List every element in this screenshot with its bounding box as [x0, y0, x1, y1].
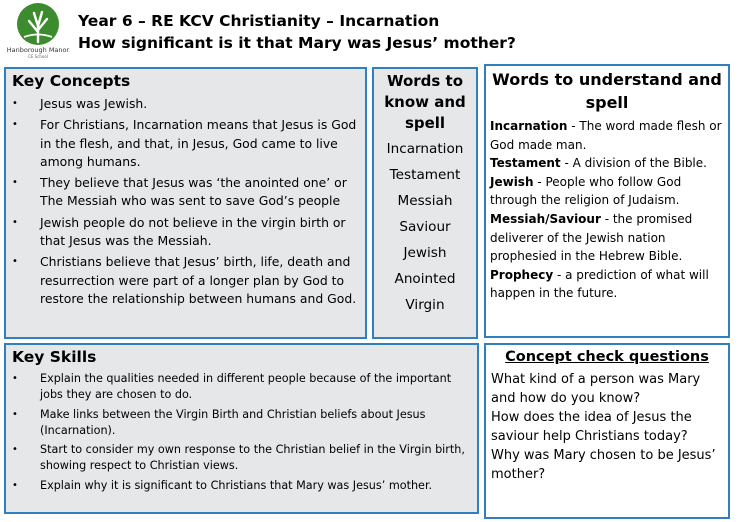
word-item: Jewish	[403, 245, 447, 261]
tree-logo-icon	[14, 2, 62, 46]
list-item: • They believe that Jesus was ‘the anointed one’ or The Messiah who was sent to save God’s people	[12, 174, 359, 211]
definition-item	[490, 210, 724, 266]
list-item: • Explain why it is significant to Christians that Mary was Jesus’ mother.	[12, 478, 471, 494]
definition-term: Messiah/Saviour	[490, 211, 601, 226]
questions-list	[491, 371, 723, 484]
list-item: • Jesus was Jewish.	[12, 95, 359, 113]
key-concepts-list	[12, 95, 359, 308]
question-item: Why was Mary chosen to be Jesus’ mother?	[491, 448, 716, 482]
words-to-know-heading: Words to know and spell	[384, 72, 466, 132]
concept-check-panel	[484, 343, 730, 519]
word-item: Messiah	[397, 193, 453, 209]
definition-item	[490, 154, 724, 173]
definition-term: Prophecy	[490, 267, 554, 282]
definition-text: - A division of the Bible.	[560, 156, 707, 171]
question-item: What kind of a person was Mary and how do you know?	[491, 372, 701, 406]
key-concepts-heading: Key Concepts	[12, 72, 131, 90]
definition-term: Incarnation	[490, 119, 568, 133]
school-name: Hanborough Manor	[6, 46, 70, 54]
definitions-list	[490, 117, 724, 303]
key-skills-heading: Key Skills	[12, 348, 97, 366]
word-item: Saviour	[399, 219, 451, 235]
title-line-1: Year 6 – RE KCV Christianity – Incarnation	[78, 12, 440, 30]
words-to-understand-panel	[484, 64, 730, 338]
list-item: • Make links between the Virgin Birth and Christian beliefs about Jesus (Incarnation).	[12, 407, 471, 440]
definition-text: - The word made flesh or God made man.	[490, 119, 722, 152]
definition-text: - People who follow God through the religion of Judaism.	[490, 174, 682, 208]
school-sub: CE School	[28, 54, 48, 59]
list-item: • Start to consider my own response to the Christian belief in the Virgin birth, showing respect to Christian views.	[12, 442, 471, 475]
word-item: Virgin	[405, 297, 445, 313]
definition-item	[490, 266, 724, 303]
key-concepts-panel	[4, 67, 367, 339]
word-item: Anointed	[394, 271, 456, 287]
definition-text: - a prediction of what will happen in the future.	[490, 267, 709, 301]
list-item: • Explain the qualities needed in different people because of the important jobs they are chosen to do.	[12, 371, 471, 404]
definition-text: - the promised deliverer of the Jewish nation prophesied in the Hebrew Bible.	[490, 211, 693, 264]
title-line-2: How significant is it that Mary was Jesus’ mother?	[78, 34, 516, 52]
definition-term: Jewish	[490, 174, 534, 189]
list-item: • Christians believe that Jesus’ birth, life, death and resurrection were part of a longer plan by God to restore the relationship between humans and God.	[12, 253, 359, 308]
list-item: • For Christians, Incarnation means that Jesus is God in the flesh, and that, in Jesus, God came to live among humans.	[12, 116, 359, 171]
words-to-understand-heading: Words to understand and spell	[492, 70, 722, 112]
concept-check-heading: Concept check questions	[505, 349, 709, 365]
page-title	[78, 10, 516, 54]
word-item: Testament	[389, 167, 461, 183]
key-skills-list	[12, 371, 471, 494]
list-item: • Jewish people do not believe in the virgin birth or that Jesus was the Messiah.	[12, 214, 359, 251]
key-skills-panel	[4, 343, 479, 514]
definition-item	[490, 117, 724, 154]
words-to-know-panel	[372, 67, 478, 339]
question-item: How does the idea of Jesus the saviour help Christians today?	[491, 410, 692, 444]
definition-item	[490, 173, 724, 210]
definition-term: Testament	[490, 156, 561, 171]
school-logo	[4, 2, 72, 64]
word-item: Incarnation	[386, 141, 464, 157]
